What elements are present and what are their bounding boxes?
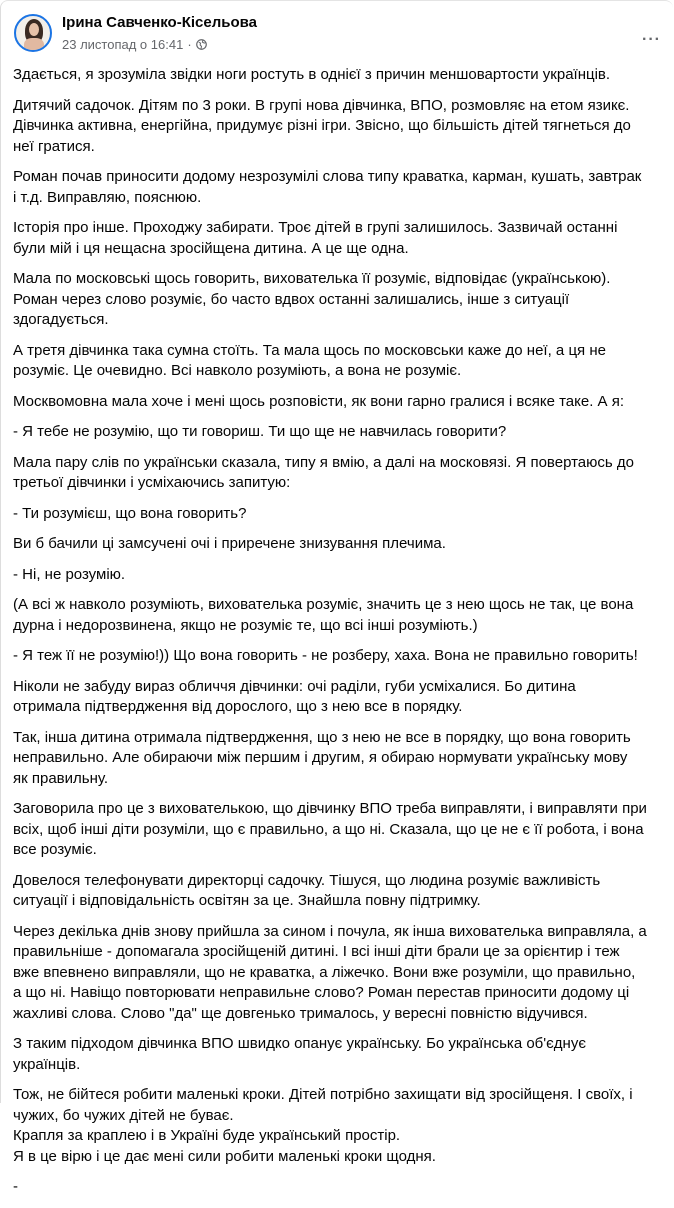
avatar-face [29, 23, 39, 36]
post-paragraph: Тож, не бійтеся робити маленькі кроки. Дітей потрібно захищати від зросійщеня. І своїх, і чужих, бо чужих дітей не буває. Крапля за краплею і в Україні буде український простір. Я в це вірю і це дає мені сили робити маленькі кроки щодня. [13, 1086, 633, 1165]
post-paragraph: - Ти розумієш, що вона говорить? [13, 504, 247, 522]
post-paragraph: Ви б бачили ці замсучені очі і приречене знизування плечима. [13, 535, 446, 552]
author-name[interactable]: Ірина Савченко-Кісельова [62, 14, 257, 31]
post-paragraph: - Ні, не розумію. [13, 565, 126, 583]
post-paragraph: Довелося телефонувати директорці садочку. Тішуся, що людина розуміє важливість ситуації і відповідальність освітян за це. Знайшла повну підтримку. [13, 871, 601, 909]
post-paragraph: - Я теж її не розумію!)) Що вона говорить - не розберу, хаха. Вона не правильно говорить! [13, 647, 638, 664]
post-paragraph: Так, інша дитина отримала підтвердження, що з нею не все в порядку, що вона говорить неправильно. Але обираючи між першим і другим, я обираю нормувати українську мову як правильну. [13, 728, 631, 787]
meta-separator: · [187, 37, 192, 52]
post-paragraph: (А всі ж навколо розуміють, вихователька розуміє, значить це з нею щось не так, це вона дурна і недорозвинена, якщо не розуміє те, що всі інші розуміють.) [13, 596, 634, 634]
post-paragraph: Через декілька днів знову прийшла за сином і почула, як інша вихователька виправляла, а правильніше - допомагала зросійщеній дитині. І всі інші діти брали це за орієнтир і теж вже впевнено виправляли, що не краватка, а ліжечко. Вони вже розуміли, що правильно, а що ні. Навіщо повторювати неправильне слово? Роман перестав приносити додому ці жахливі слова. Слово "да" ще довгенько трималось, у вересні повністю відучився. [13, 922, 647, 1022]
post-paragraph: А третя дівчинка така сумна стоїть. Та мала щось по московськи каже до неї, а ця не розуміє. Це очевидно. Всі навколо розуміють, а вона не розуміє. [13, 341, 606, 379]
post-paragraph: Історія про інше. Проходжу забирати. Троє дітей в групі залишилось. Зазвичай останні були мій і ця нещасна зросійщена дитина. А це ще одна. [13, 219, 618, 257]
post-paragraph: Москвомовна мала хоче і мені щось розповісти, як вони гарно гралися і всяке таке. А я: [13, 392, 624, 410]
post-paragraph: - [13, 1178, 18, 1195]
post-paragraph: Здається, я зрозуміла звідки ноги ростуть в однієї з причин меншовартости українців. [13, 66, 611, 83]
post-paragraph: Мала пару слів по українськи сказала, типу я вмію, а далі на московязі. Я повертаюсь до третьої дівчинки і усміхаючись запитую: [13, 453, 634, 491]
post-paragraph: Заговорила про це з вихователькою, що дівчинку ВПО треба виправляти, і виправляти при всіх, щоб інші діти розуміли, що є правильно, а що ні. Сказала, що це не є її робота, і вона все розуміє. [13, 800, 647, 858]
post-timestamp[interactable]: 23 листопад о 16:41 [62, 37, 184, 52]
avatar-body [24, 38, 44, 52]
globe-icon [196, 39, 207, 50]
post-paragraph: З таким підходом дівчинка ВПО швидко опанує українську. Бо українська об'єднує українців. [13, 1035, 586, 1073]
post-paragraph: Дитячий садочок. Дітям по 3 роки. В групі нова дівчинка, ВПО, розмовляє на етом язикє. Дівчинка активна, енергійна, придумує різні ігри. Звісно, що більшість дітей тягнеться до неї гратися. [13, 96, 631, 155]
post-body [13, 65, 673, 1208]
more-dots-icon[interactable]: ··· [642, 31, 661, 48]
post-paragraph: Ніколи не забуду вираз обличчя дівчинки: очі раділи, губи усміхалися. Бо дитина отримала підтвердження від дорослого, що з нею все в порядку. [13, 677, 576, 715]
post-paragraph: Роман почав приносити додому незрозумілі слова типу краватка, карман, кушать, завтрак і т.д. Виправляю, пояснюю. [13, 168, 642, 206]
post-paragraph: - Я тебе не розумію, що ти говориш. Ти що ще не навчилась говорити? [13, 423, 507, 440]
post-meta [62, 37, 207, 52]
post-paragraph: Мала по московські щось говорить, вихователька її розуміє, відповідає (українською). Роман через слово розуміє, бо часто вдвох останні залишались, інше з ситуації здогадується. [13, 270, 611, 328]
author-avatar[interactable] [14, 14, 52, 52]
